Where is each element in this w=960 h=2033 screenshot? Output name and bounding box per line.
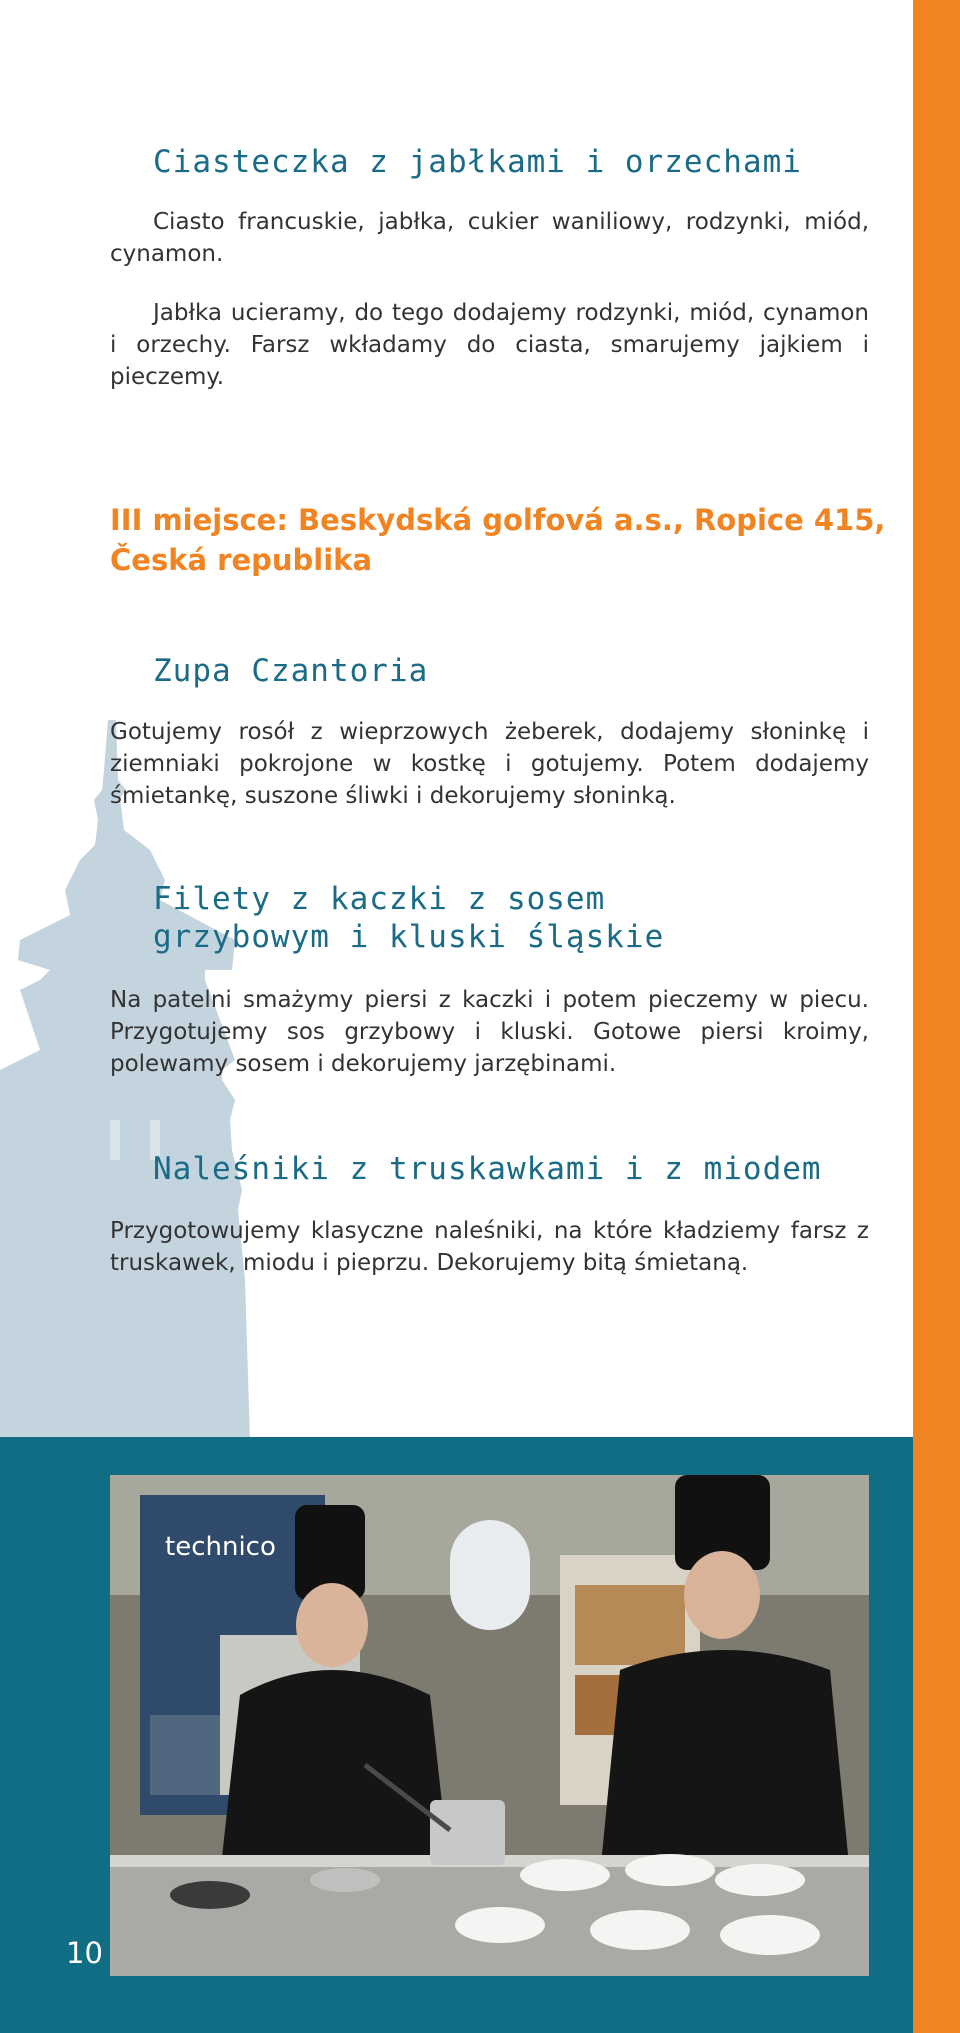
recipe-title-cookies: Ciasteczka z jabłkami i orzechami — [153, 144, 802, 180]
recipe-text-duck: Na patelni smażymy piersi z kaczki i potem pieczemy w piecu. Przygotujemy sos grzybowy i kluski. Gotowe piersi kroimy, polewamy sosem i dekorujemy jarzębinami. — [110, 987, 869, 1077]
orange-side-bar — [913, 0, 960, 2033]
recipe-ingredients-cookies: Ciasto francuskie, jabłka, cukier waniliowy, rodzynki, miód, cynamon. — [110, 209, 869, 267]
left-chef-jacket — [220, 1670, 450, 1875]
right-chef-jacket — [600, 1650, 850, 1875]
cooking-pot — [430, 1800, 505, 1865]
recipe-text-soup: Gotujemy rosół z wieprzowych żeberek, dodajemy słoninkę i ziemniaki pokrojone w kostkę i gotujemy. Potem dodajemy śmietankę, suszone śliwki i dekorujemy słoninką. — [110, 719, 869, 809]
section-heading-third-place: III miejsce: Beskydská golfová a.s., Ropice 415, Česká republika — [110, 503, 886, 577]
recipe-method-cookies: Jabłka ucieramy, do tego dodajemy rodzynki, miód, cynamon i orzechy. Farsz wkładamy do ciasta, smarujemy jajkiem i pieczemy. — [110, 300, 869, 390]
page-number: 10 — [66, 1936, 103, 1970]
recipe-title-pancakes: Naleśniki z truskawkami i z miodem — [153, 1151, 822, 1187]
banner-text: technico — [165, 1532, 276, 1562]
chefs-cooking-photo — [110, 1475, 869, 1976]
recipe-text-pancakes: Przygotowujemy klasyczne naleśniki, na które kładziemy farsz z truskawek, miodu i pieprzu. Dekorujemy bitą śmietaną. — [110, 1218, 869, 1276]
recipe-title-soup: Zupa Czantoria — [153, 653, 429, 689]
recipe-title-duck-line1: Filety z kaczki z sosem — [153, 881, 606, 917]
recipe-title-duck-line2: grzybowym i kluski śląskie — [153, 919, 665, 955]
